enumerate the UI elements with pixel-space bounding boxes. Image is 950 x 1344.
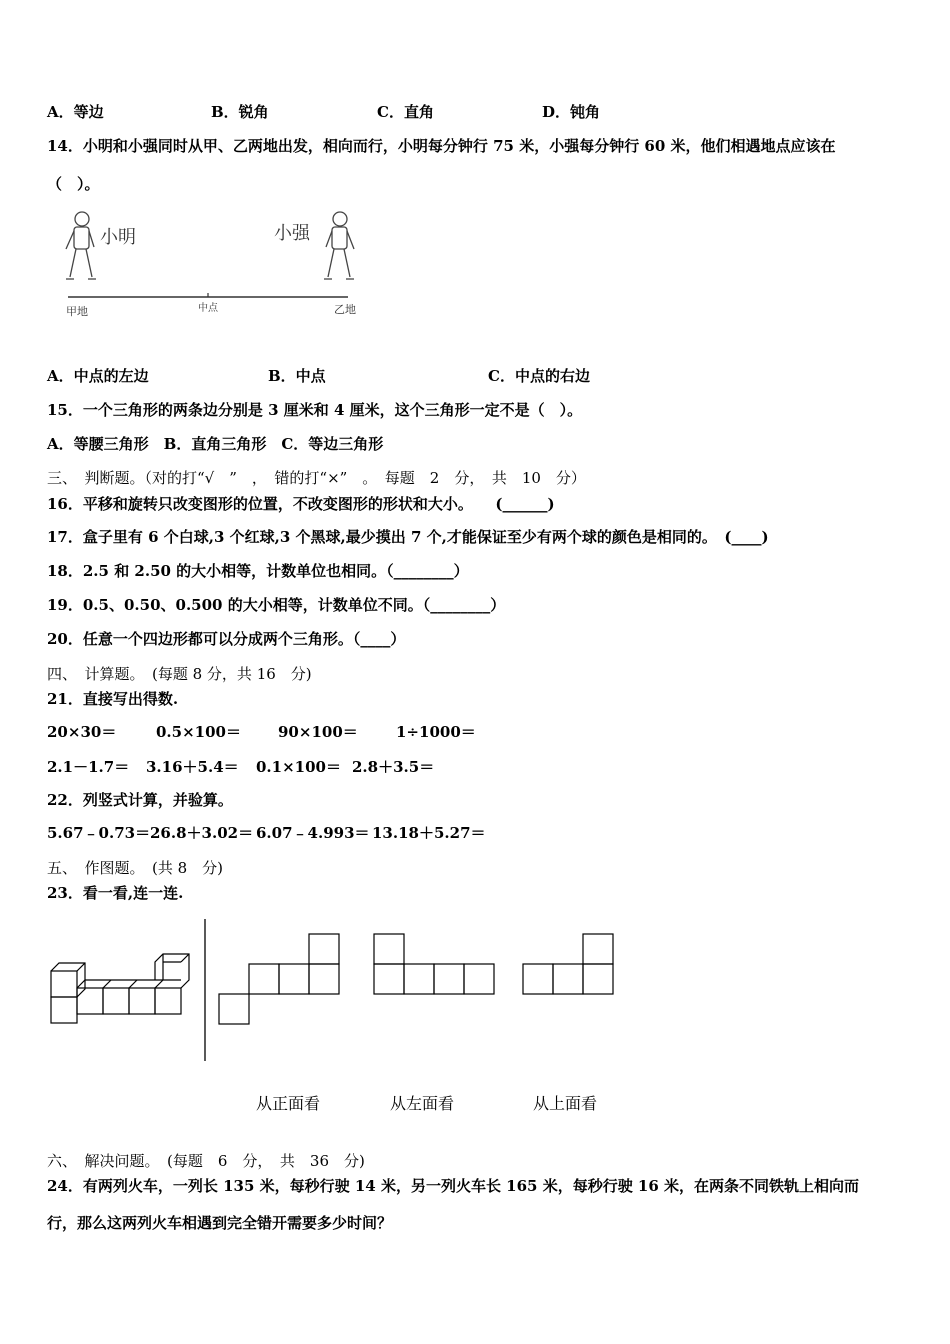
q24-text-line1: 24．有两列火车，一列长 135 米，每秒行驶 14 米，另一列火车长 165 米，每秒行驶 16 米，在两条不同铁轨上相向而 [47,1177,860,1195]
q14-option-b: B．中点 [268,367,326,385]
caption-left-view: 从左面看 [390,1094,455,1113]
q24-text-line2: 行，那么这两列火车相遇到完全错开需要多少时间？ [47,1214,393,1232]
q14-option-a: A．中点的左边 [47,367,149,385]
q21-r2-c3: 0.1×100＝ [256,758,341,776]
q15-options: A．等腰三角形 B．直角三角形 C．等边三角形 [47,435,384,453]
q23-title: 23．看一看,连一连. [47,884,184,902]
q20-text: 20．任意一个四边形都可以分成两个三角形。（____） [47,630,406,648]
q16-text: 16．平移和旋转只改变图形的位置，不改变图形的形状和大小。 (______) [47,495,555,513]
q13-option-b: B．锐角 [211,103,269,121]
label-jia: 甲地 [66,305,88,318]
label-xiaoqiang: 小强 [274,223,310,244]
view-grid-2-icon [374,934,494,994]
q22-c3: 6.07﹣4.993＝ [256,824,370,842]
q21-title: 21．直接写出得数. [47,690,179,708]
q14-option-c: C．中点的右边 [488,367,590,385]
section4-heading: 四、 计算题。 (每题 8 分，共 16 分) [47,665,312,683]
q21-r1-c3: 90×100＝ [278,723,358,741]
q14-figure [58,205,368,320]
q14-text-line1: 14．小明和小强同时从甲、乙两地出发，相向而行，小明每分钟行 75 米，小强每分钟行 60 米，他们相遇地点应该在 [47,137,836,155]
xiaoming-figure-icon [66,212,96,279]
section5-heading: 五、 作图题。 (共 8 分) [47,859,224,877]
section3-heading: 三、 判断题。（对的打“√ ” ， 错的打“×” 。 每题 2 分， 共 10 分） [47,469,586,487]
caption-front-view: 从正面看 [256,1094,321,1113]
q23-figure [45,915,625,1065]
view-grid-1-icon [219,934,339,1024]
section6-heading: 六、 解决问题。 (每题 6 分， 共 36 分) [47,1152,365,1170]
label-mid: 中点 [198,303,218,314]
cube-stack-icon [51,954,189,1023]
caption-top-view: 从上面看 [533,1094,598,1113]
q17-text: 17．盒子里有 6 个白球,3 个红球,3 个黑球,最少摸出 7 个,才能保证至少有两个球的颜色是相同的。 (____) [47,528,769,546]
q21-r1-c2: 0.5×100＝ [156,723,241,741]
q13-option-c: C．直角 [377,103,434,121]
q22-c1: 5.67﹣0.73＝ [47,824,151,842]
q15-text: 15．一个三角形的两条边分别是 3 厘米和 4 厘米，这个三角形一定不是（ ）。 [47,401,583,419]
q21-r2-c4: 2.8＋3.5＝ [352,758,435,776]
q21-r2-c1: 2.1－1.7＝ [47,758,130,776]
xiaoqiang-figure-icon [324,212,354,279]
q13-option-d: D．钝角 [542,103,601,121]
q22-c4: 13.18＋5.27＝ [372,824,486,842]
q19-text: 19．0.5、0.50、0.500 的大小相等，计数单位不同。（________） [47,596,506,614]
view-grid-3-icon [523,934,613,994]
q21-r1-c4: 1÷1000＝ [396,723,476,741]
q22-c2: 26.8＋3.02＝ [150,824,254,842]
label-xiaoming: 小明 [100,227,136,248]
q14-text-line2: （ ）。 [47,175,100,193]
q18-text: 18．2.5 和 2.50 的大小相等，计数单位也相同。（________） [47,562,469,580]
q13-option-a: A．等边 [47,103,104,121]
q21-r2-c2: 3.16＋5.4＝ [146,758,239,776]
label-yi: 乙地 [334,303,356,316]
q21-r1-c1: 20×30＝ [47,723,117,741]
q22-title: 22．列竖式计算，并验算。 [47,791,233,809]
